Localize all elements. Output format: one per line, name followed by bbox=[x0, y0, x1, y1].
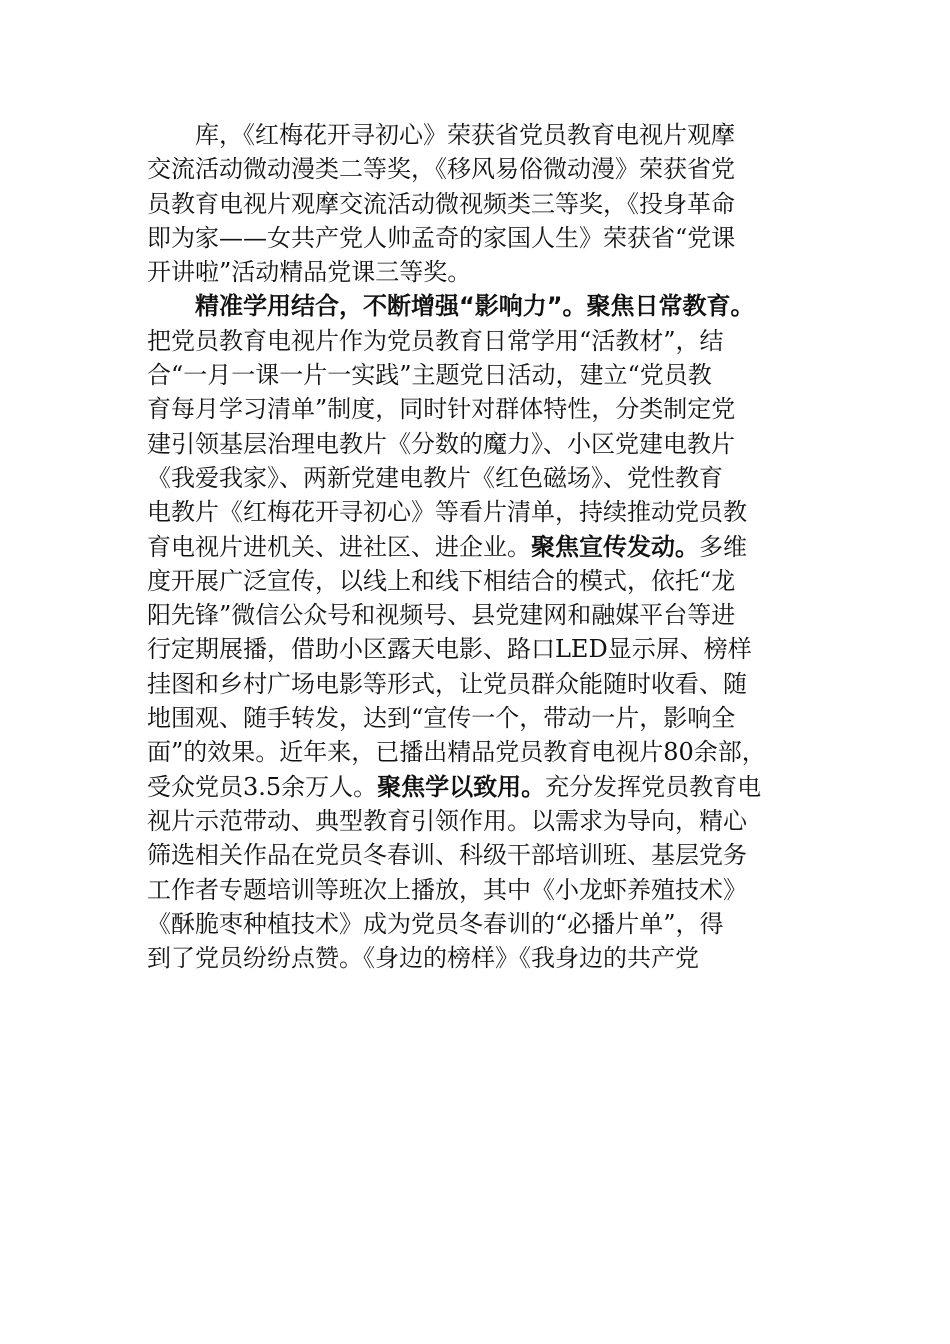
text-line: 筛选相关作品在党员冬春训、科级干部培训班、基层党务 bbox=[147, 841, 747, 870]
text-line: 建引领基层治理电教片《分数的魔力》、小区党建电教片 bbox=[147, 429, 735, 458]
text-line: 面”的效果。近年来，已播出精品党员教育电视片80余部， bbox=[147, 738, 766, 767]
text-line: 《我爱我家》、两新党建电教片《红色磁场》、党性教育 bbox=[147, 463, 723, 492]
text-line: 育每月学习清单”制度，同时针对群体特性，分类制定党 bbox=[147, 395, 736, 424]
text-line: 视片示范带动、典型教育引领作用。以需求为导向，精心 bbox=[147, 806, 747, 835]
text-line: 库，《红梅花开寻初心》荣获省党员教育电视片观摩 bbox=[195, 121, 735, 149]
text-line: 员教育电视片观摩交流活动微视频类三等奖，《投身革命 bbox=[147, 189, 735, 218]
text-line-mixed bbox=[147, 770, 827, 804]
text-run: 充分发挥党员教育电 bbox=[545, 772, 762, 801]
text-line: 开讲啦”活动精品党课三等奖。 bbox=[147, 258, 472, 287]
text-line: 阳先锋”微信公众号和视频号、县党建网和融媒平台等进 bbox=[147, 601, 736, 630]
text-line: 行定期展播，借助小区露天电影、路口LED显示屏、榜样 bbox=[147, 635, 752, 664]
text-line: 电教片《红梅花开寻初心》等看片清单，持续推动党员教 bbox=[147, 498, 747, 527]
text-line: 挂图和乡村广场电影等形式，让党员群众能随时收看、随 bbox=[147, 669, 747, 698]
text-line: 即为家——女共产党人帅孟奇的家国人生》荣获省“党课 bbox=[147, 223, 736, 252]
section-heading: 精准学用结合，不断增强“影响力”。聚焦日常教育。 bbox=[195, 292, 755, 321]
text-line-mixed bbox=[147, 530, 827, 564]
text-run: 受众党员3.5余万人。 bbox=[147, 772, 378, 801]
text-run: 多维 bbox=[699, 532, 747, 561]
text-line: 工作者专题培训等班次上播放，其中《小龙虾养殖技术》 bbox=[147, 875, 747, 904]
inline-heading: 聚焦宣传发动。 bbox=[531, 532, 699, 561]
text-line: 交流活动微动漫类二等奖，《移风易俗微动漫》荣获省党 bbox=[147, 155, 735, 184]
text-line: 把党员教育电视片作为党员教育日常学用“活教材”，结 bbox=[147, 326, 724, 355]
text-line: 到了党员纷纷点赞。《身边的榜样》《我身边的共产党 bbox=[147, 944, 699, 973]
inline-heading: 聚焦学以致用。 bbox=[377, 772, 546, 801]
text-line: 度开展广泛宣传，以线上和线下相结合的模式，依托“龙 bbox=[147, 566, 736, 595]
text-run: 育电视片进机关、进社区、进企业。 bbox=[147, 532, 531, 561]
body-text bbox=[147, 118, 827, 975]
text-line: 地围观、随手转发，达到“宣传一个，带动一片，影响全 bbox=[147, 704, 736, 733]
text-line: 《酥脆枣种植技术》成为党员冬春训的“必播片单”，得 bbox=[147, 909, 724, 938]
text-line: 合“一月一课一片一实践”主题党日活动，建立“党员教 bbox=[147, 361, 712, 390]
